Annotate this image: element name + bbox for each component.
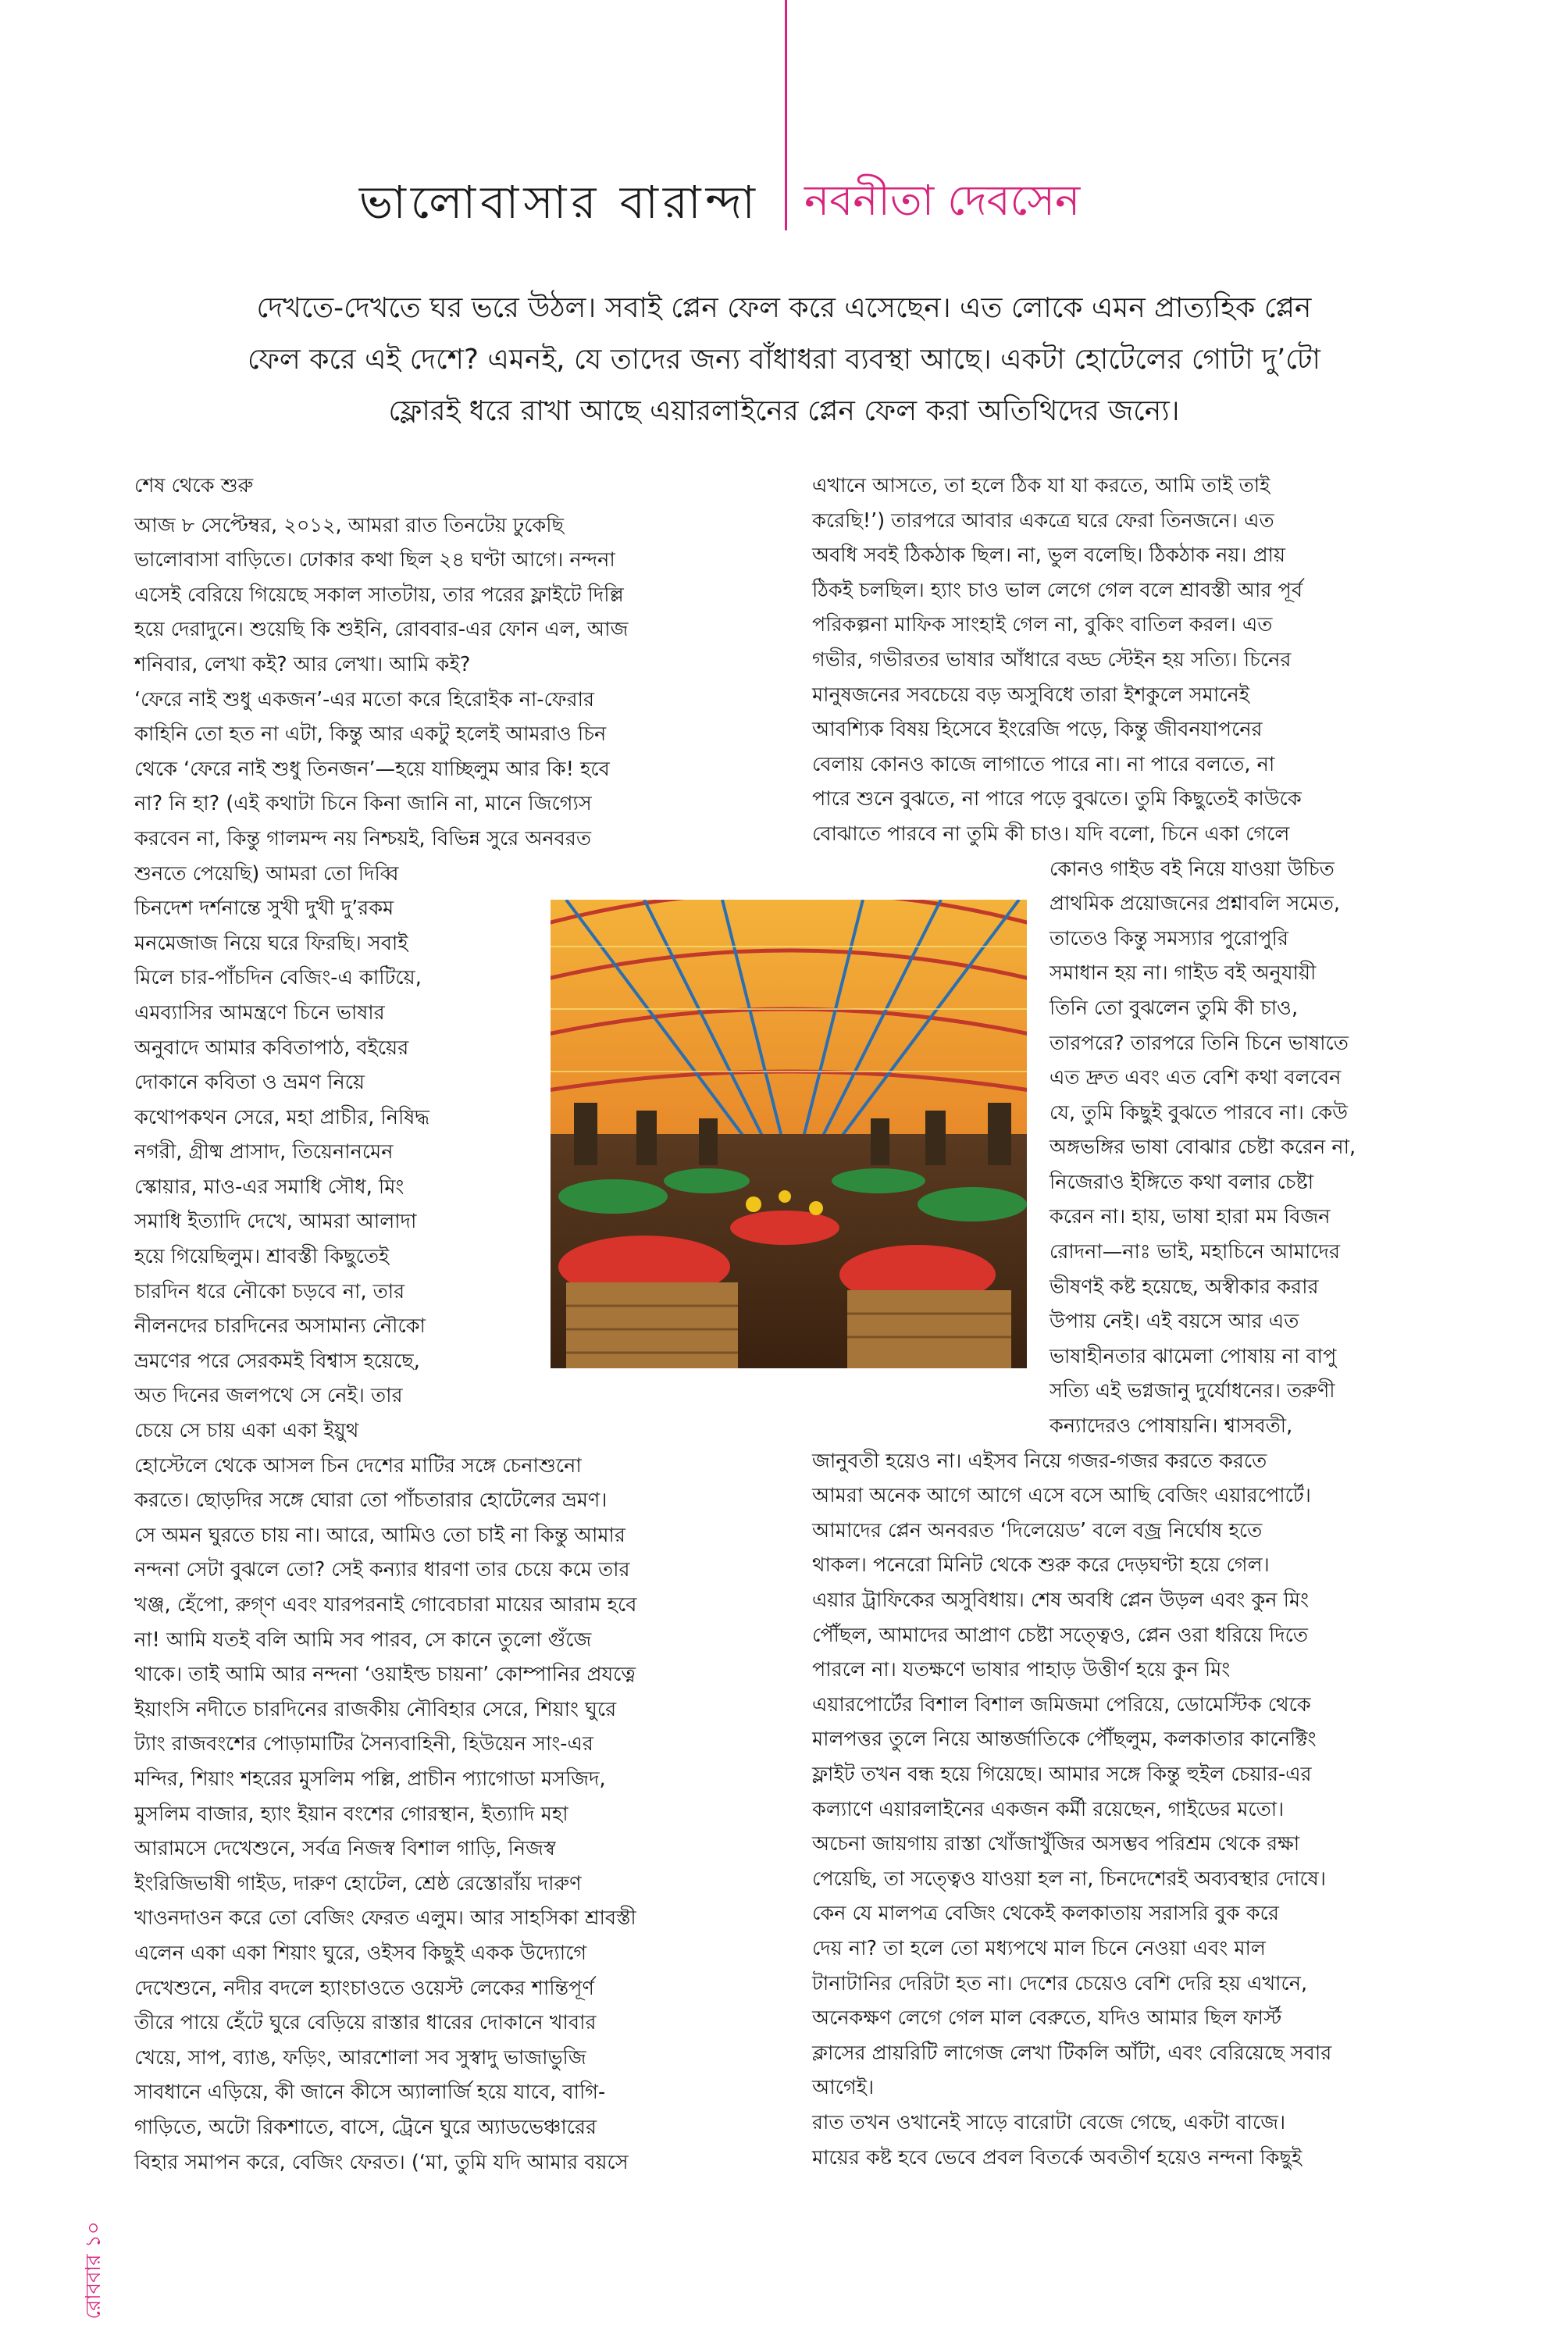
text-line: এলেন একা একা শিয়াং ঘুরে, ওইসব কিছুই একক উদ্যোগে <box>134 1941 587 1965</box>
text-line: দেখতে-দেখতে ঘর ভরে উঠল। সবাই প্লেন ফেল করে এসেছেন। এত লোকে এমন প্রাত্যহিক প্লেন <box>256 292 1312 324</box>
text-line: চারদিন ধরে নৌকো চড়বে না, তার <box>134 1279 405 1303</box>
text-line: সমাধি ইত্যাদি দেখে, আমরা আলাদা <box>134 1210 417 1234</box>
text-line: পরিকল্পনা মাফিক সাংহাই গেল না, বুকিং বাতিল করল। এত <box>812 613 1273 637</box>
section-subhead: শেষ থেকে শুরু <box>134 474 254 497</box>
text-line: যে, তুমি কিছুই বুঝতে পারবে না। কেউ <box>1049 1100 1349 1125</box>
text-line: ফ্লোরই ধরে রাখা আছে এয়ারলাইনের প্লেন ফেল করা অতিথিদের জন্যে। <box>388 395 1180 427</box>
text-line: ট্যাং রাজবংশের পোড়ামাটির সৈন্যবাহিনী, হিউয়েন সাং-এর <box>134 1732 593 1756</box>
text-line: উপায় নেই। এই বয়সে আর এত <box>1049 1310 1299 1334</box>
text-line: ফেল করে এই দেশে? এমনই, যে তাদের জন্য বাঁধাধরা ব্যবস্থা আছে। একটা হোটেলের গোটা দু’টো <box>248 344 1320 376</box>
text-line: এমব্যাসির আমন্ত্রণে চিনে ভাষার <box>134 1000 385 1025</box>
text-line: নীলনদের চারদিনের অসামান্য নৌকো <box>134 1314 426 1339</box>
text-line: ক্লাসের প্রায়রিটি লাগেজ লেখা টিকলি আঁটা, এবং বেরিয়েছে সবার <box>812 2041 1332 2065</box>
text-line: আগেই। <box>812 2076 875 2100</box>
text-line: করবেন না, কিন্তু গালমন্দ নয় নিশ্চয়ই, বিভিন্ন সুরে অনবরত <box>134 826 592 850</box>
text-line: খাওনদাওন করে তো বেজিং ফেরত এলুম। আর সাহসিকা শ্রাবস্তী <box>134 1906 636 1931</box>
text-line: ‘ফেরে নাই শুধু একজন’-এর মতো করে হিরোইক না-ফেরার <box>134 687 594 711</box>
text-line: থাকে। তাই আমি আর নন্দনা ‘ওয়াইল্ড চায়না’ কোম্পানির প্রযত্নে <box>134 1663 636 1687</box>
text-line: ভীষণই কষ্ট হয়েছে, অস্বীকার করার <box>1049 1275 1319 1299</box>
text-line: শনিবার, লেখা কই? আর লেখা। আমি কই? <box>134 652 471 676</box>
text-line: প্রাথমিক প্রয়োজনের প্রশ্নাবলি সমেত, <box>1049 892 1341 916</box>
text-line: অনেকক্ষণ লেগে গেল মাল বেরুতে, যদিও আমার ছিল ফার্স্ট <box>812 2006 1282 2031</box>
text-line: হয়ে দেরাদুনে। শুয়েছি কি শুইনি, রোববার-এর ফোন এল, আজ <box>134 618 629 642</box>
text-line: নিজেরাও ইঙ্গিতে কথা বলার চেষ্টা <box>1049 1170 1314 1194</box>
text-line: হয়ে গিয়েছিলুম। শ্রাবস্তী কিছুতেই <box>134 1245 390 1269</box>
author-name: নবনীতা দেবসেন <box>804 176 1081 225</box>
text-line: বিহার সমাপন করে, বেজিং ফেরত। (‘মা, তুমি যদি আমার বয়সে <box>134 2150 629 2174</box>
text-line: অনুবাদে আমার কবিতাপাঠ, বইয়ের <box>134 1036 409 1060</box>
text-line: সত্যি এই ভগ্নজানু দুর্যোধনের। তরুণী <box>1049 1379 1335 1403</box>
text-line: অত দিনের জলপথে সে নেই। তার <box>134 1384 403 1408</box>
text-line: রোদনা—নাঃ ভাই, মহাচিনে আমাদের <box>1049 1240 1341 1264</box>
text-line: জানুবতী হয়েও না। এইসব নিয়ে গজর-গজর করতে করতে <box>812 1449 1267 1473</box>
text-line: ইয়াংসি নদীতে চারদিনের রাজকীয় নৌবিহার সেরে, শিয়াং ঘুরে <box>134 1697 617 1721</box>
text-line: এখানে আসতে, তা হলে ঠিক যা যা করতে, আমি তাই তাই <box>812 474 1270 497</box>
text-line: না? নি হা? (এই কথাটা চিনে কিনা জানি না, মানে জিগ্যেস <box>134 792 592 816</box>
text-line: করেন না। হায়, ভাষা হারা মম বিজন <box>1049 1205 1331 1229</box>
header <box>0 168 1568 238</box>
text-line: কাহিনি তো হত না এটা, কিন্তু আর একটু হলেই আমরাও চিন <box>134 722 607 747</box>
text-line: মুসলিম বাজার, হ্যাং ইয়ান বংশের গোরস্থান, ইত্যাদি মহা <box>134 1802 568 1826</box>
right-column-body-continued <box>812 1444 1462 2175</box>
text-line: স্কোয়ার, মাও-এর সমাধি সৌধ, মিং <box>134 1175 404 1199</box>
text-line: পেয়েছি, তা সত্ত্বেও যাওয়া হল না, চিনদেশেরই অব্যবস্থার দোষে। <box>812 1867 1326 1891</box>
right-column-body <box>812 469 1462 852</box>
text-line: আবশ্যিক বিষয় হিসেবে ইংরেজি পড়ে, কিন্তু জীবনযাপনের <box>812 718 1263 742</box>
text-line: মায়ের কষ্ট হবে ভেবে প্রবল বিতর্কে অবতীর্ণ হয়েও নন্দনা কিছুই <box>812 2145 1303 2170</box>
text-line: ভাষাহীনতার ঝামেলা পোষায় না বাপু <box>1049 1344 1337 1368</box>
text-line: না! আমি যতই বলি আমি সব পারব, সে কানে তুলো গুঁজে <box>134 1628 592 1652</box>
text-line: অচেনা জায়গায় রাস্তা খোঁজাখুঁজির অসম্ভব পরিশ্রম থেকে রক্ষা <box>812 1832 1300 1856</box>
text-line: অবধি সবই ঠিকঠাক ছিল। না, ভুল বলেছি। ঠিকঠাক নয়। প্রায় <box>812 544 1286 568</box>
text-line: পারে শুনে বুঝতে, না পারে পড়ে বুঝতে। তুমি কিছুতেই কাউকে <box>812 787 1302 811</box>
text-line: হোস্টেলে থেকে আসল চিন দেশের মাটির সঙ্গে চেনাশুনো <box>134 1453 582 1478</box>
text-line: নগরী, গ্রীষ্ম প্রাসাদ, তিয়েনানমেন <box>134 1140 394 1164</box>
text-line: তিনি তো বুঝলেন তুমি কী চাও, <box>1049 996 1299 1020</box>
text-line: এয়ারপোর্টের বিশাল বিশাল জমিজমা পেরিয়ে, ডোমেস্টিক থেকে <box>812 1692 1311 1717</box>
text-line: কেন যে মালপত্র বেজিং থেকেই কলকাতায় সরাসরি বুক করে <box>812 1902 1279 1926</box>
text-line: নন্দনা সেটা বুঝলে তো? সেই কন্যার ধারণা তার চেয়ে কমে তার <box>134 1558 630 1582</box>
text-line: মালপত্তর তুলে নিয়ে আন্তর্জাতিকে পৌঁছলুম, কলকাতার কানেক্টিং <box>812 1728 1317 1752</box>
text-line: চিনদেশ দর্শনান্তে সুখী দুখী দু’রকম <box>134 897 394 921</box>
text-line: পারলে না। যতক্ষণে ভাষার পাহাড় উত্তীর্ণ হয়ে কুন মিং <box>812 1658 1231 1682</box>
text-line: কোনও গাইড বই নিয়ে যাওয়া উচিত <box>1049 857 1335 881</box>
text-line: তাতেও কিন্তু সমস্যার পুরোপুরি <box>1049 926 1288 950</box>
market-photo <box>551 900 1027 1368</box>
text-line: কল্যাণে এয়ারলাইনের একজন কর্মী রয়েছেন, গাইডের মতো। <box>812 1797 1285 1821</box>
text-line: খেয়ে, সাপ, ব্যাঙ, ফড়িং, আরশোলা সব সুস্বাদু ভাজাভুজি <box>134 2045 586 2070</box>
text-line: আমরা অনেক আগে আগে এসে বসে আছি বেজিং এয়ারপোর্টে। <box>812 1484 1311 1508</box>
text-line: দেখেশুনে, নদীর বদলে হ্যাংচাওতে ওয়েস্ট লেকের শান্তিপূর্ণ <box>134 1976 594 2000</box>
text-line: ভালোবাসা বাড়িতে। ঢোকার কথা ছিল ২৪ ঘণ্টা আগে। নন্দনা <box>134 548 615 572</box>
text-line: মানুষজনের সবচেয়ে বড় অসুবিধে তারা ইশকুলে সমানেই <box>812 683 1249 707</box>
text-line: কন্যাদেরও পোষায়নি। শ্বাসবতী, <box>1049 1414 1293 1439</box>
series-title: ভালোবাসার বারান্দা <box>358 176 760 229</box>
text-line: ইংরিজিভাষী গাইড, দারুণ হোটেল, শ্রেষ্ঠ রেস্তোরাঁয় দারুণ <box>134 1871 582 1895</box>
lead-paragraph <box>117 283 1451 437</box>
folio-text: রোববার ১০ <box>82 2221 105 2320</box>
text-line: থাকল। পনেরো মিনিট থেকে শুরু করে দেড়ঘণ্টা হয়ে গেল। <box>812 1553 1270 1578</box>
text-line: এসেই বেরিয়ে গিয়েছে সকাল সাতটায়, তার পরের ফ্লাইটে দিল্লি <box>134 583 624 607</box>
text-line: দোকানে কবিতা ও ভ্রমণ নিয়ে <box>134 1071 365 1095</box>
text-line: আরামসে দেখেশুনে, সর্বত্র নিজস্ব বিশাল গাড়ি, নিজস্ব <box>134 1837 556 1861</box>
text-line: মন্দির, শিয়াং শহরের মুসলিম পল্লি, প্রাচীন প্যাগোডা মসজিদ, <box>134 1767 606 1791</box>
text-line: বোঝাতে পারবে না তুমি কী চাও। যদি বলো, চিনে একা গেলে <box>812 822 1290 846</box>
market-photo-image <box>551 900 1027 1368</box>
text-line: তারপরে? তারপরে তিনি চিনে ভাষাতে <box>1049 1031 1349 1055</box>
text-line: পৌঁছল, আমাদের আপ্রাণ চেষ্টা সত্ত্বেও, প্লেন ওরা ধরিয়ে দিতে <box>812 1623 1309 1647</box>
text-line: চেয়ে সে চায় একা একা ইয়ুথ <box>134 1419 359 1443</box>
text-line: খঞ্জ, হেঁপো, রুগ্ণ এবং যারপরনাই গোবেচারা মায়ের আরাম হবে <box>134 1593 637 1617</box>
text-line: সাবধানে এড়িয়ে, কী জানে কীসে অ্যালার্জি হয়ে যাবে, বাগি- <box>134 2081 606 2105</box>
text-line: কথোপকথন সেরে, মহা প্রাচীর, নিষিদ্ধ <box>134 1105 430 1129</box>
text-line: গভীর, গভীরতর ভাষার আঁধারে বড্ড স্টেইন হয় সত্যি। চিনের <box>812 647 1292 672</box>
text-line: দেয় না? তা হলে তো মধ্যপথে মাল চিনে নেওয়া এবং মাল <box>812 1936 1266 1960</box>
text-line: এত দ্রুত এবং এত বেশি কথা বলবেন <box>1049 1066 1342 1090</box>
text-line: শুনতে পেয়েছি) আমরা তো দিব্বি <box>134 861 399 886</box>
text-line: অঙ্গভঙ্গির ভাষা বোঝার চেষ্টা করেন না, <box>1049 1136 1356 1160</box>
text-line: আমাদের প্লেন অনবরত ‘দিলেয়েড’ বলে বজ্র নির্ঘোষ হতে <box>812 1518 1263 1542</box>
text-line: মনমেজাজ নিয়ে ঘরে ফিরছি। সবাই <box>134 931 408 955</box>
text-line: করতে। ছোড়দির সঙ্গে ঘোরা তো পাঁচতারার হোটেলের ভ্রমণ। <box>134 1489 608 1513</box>
text-line: সে অমন ঘুরতে চায় না। আরে, আমিও তো চাই না কিন্তু আমার <box>134 1523 625 1547</box>
text-line: ভ্রমণের পরে সেরকমই বিশ্বাস হয়েছে, <box>134 1349 420 1373</box>
text-line: আজ ৮ সেপ্টেম্বর, ২০১২, আমরা রাত তিনটেয় ঢুকেছি <box>134 513 565 537</box>
text-line: গাড়িতে, অটো রিকশাতে, বাসে, ট্রেনে ঘুরে অ্যাডভেঞ্চারের <box>134 2115 597 2139</box>
text-line: থেকে ‘ফেরে নাই শুধু তিনজন’—হয়ে যাচ্ছিলুম আর কি! হবে <box>134 757 610 781</box>
text-line: করেছি!’) তারপরে আবার একত্রে ঘরে ফেরা তিনজনে। এত <box>812 508 1274 533</box>
text-line: ঠিকই চলছিল। হ্যাং চাও ভাল লেগে গেল বলে শ্রাবস্তী আর পূর্ব <box>812 578 1303 602</box>
text-line: ফ্লাইট তখন বন্ধ হয়ে গিয়েছে। আমার সঙ্গে কিন্তু হুইল চেয়ার-এর <box>812 1762 1312 1786</box>
text-line: এয়ার ট্রাফিকের অসুবিধায়। শেষ অবধি প্লেন উড়ল এবং কুন মিং <box>812 1589 1310 1612</box>
text-line: সমাধান হয় না। গাইড বই অনুযায়ী <box>1049 961 1317 986</box>
text-line: মিলে চার-পাঁচদিন বেজিং-এ কাটিয়ে, <box>134 966 422 990</box>
text-line: বেলায় কোনও কাজে লাগাতে পারে না। না পারে বলতে, না <box>812 752 1275 776</box>
page-folio <box>75 2214 106 2323</box>
text-line: তীরে পায়ে হেঁটে ঘুরে বেড়িয়ে রাস্তার ধারের দোকানে খাবার <box>134 2011 597 2035</box>
text-line: টানাটানির দেরিটা হত না। দেশের চেয়েও বেশি দেরি হয় এখানে, <box>812 1971 1308 1995</box>
text-line: রাত তখন ওখানেই সাড়ে বারোটা বেজে গেছে, একটা বাজে। <box>812 2110 1286 2134</box>
